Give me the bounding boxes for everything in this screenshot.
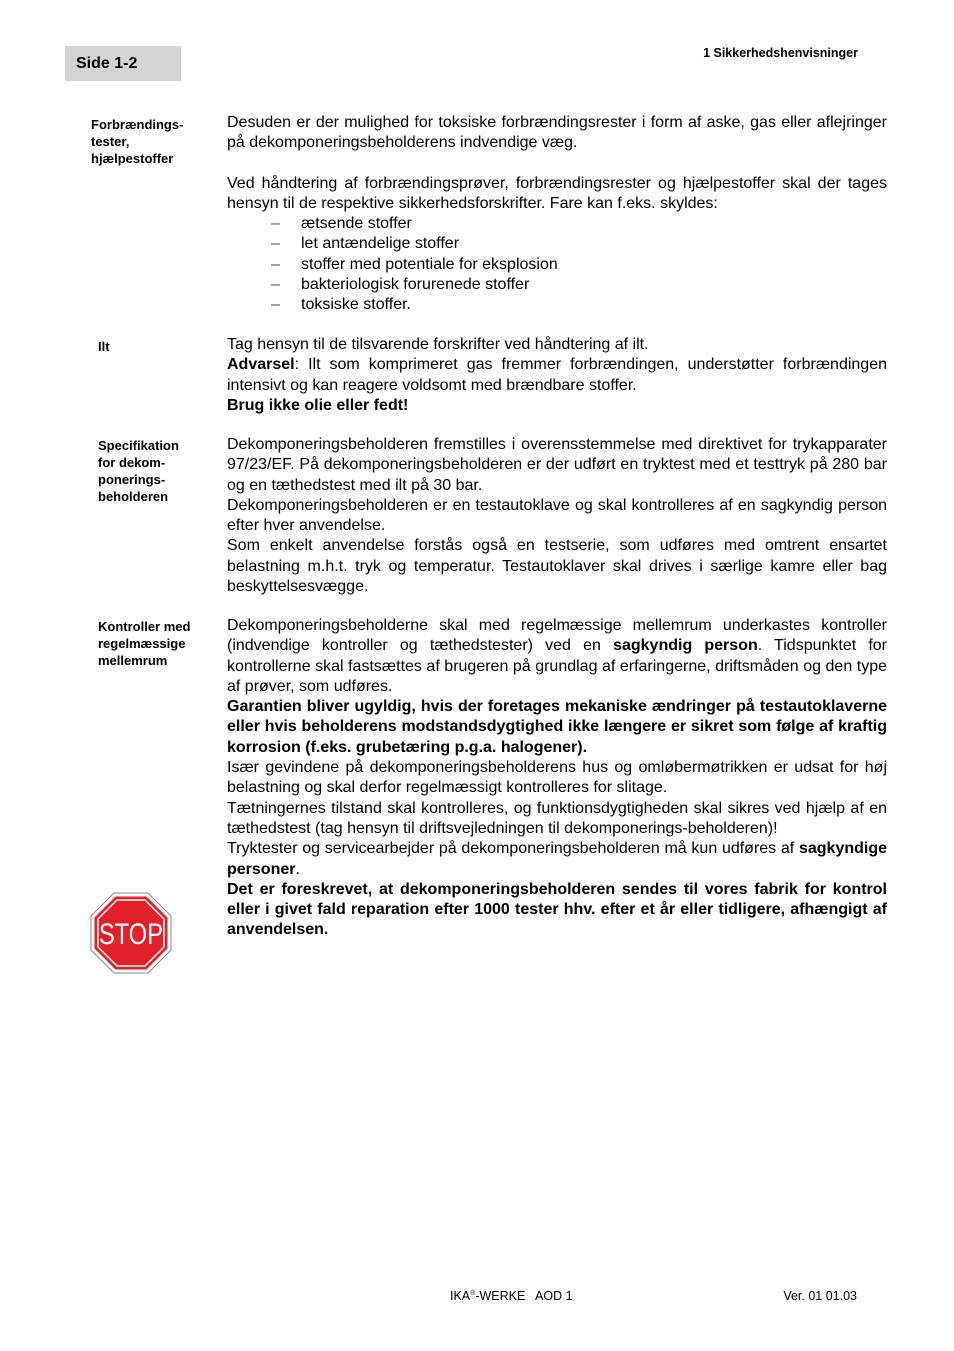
list-item: – let antændelige stoffer (271, 234, 887, 254)
dash-icon: – (271, 235, 280, 253)
paragraph: Dekomponeringsbeholderen er en testautoklave og skal kontrolleres af en sagkyndig person efter hver anvendelse. (227, 496, 887, 535)
dash-icon: – (271, 255, 280, 273)
stop-text: STOP (99, 918, 163, 951)
dash-icon: – (271, 296, 280, 314)
list-item: – toksiske stoffer. (271, 295, 887, 315)
stop-sign-icon (90, 892, 172, 974)
page-label: Side 1-2 (65, 46, 181, 81)
dash-icon: – (271, 215, 280, 233)
section-combustion (227, 113, 887, 316)
paragraph: Som enkelt anvendelse forstås også en testserie, som udføres med omtrent ensartet belastning m.h.t. tryk og temperatur. Testautoklaver skal drives i særlige kamre eller bag beskyttelsesvægge. (227, 537, 887, 596)
side-label-oxygen: Ilt (98, 339, 110, 354)
factory-check-notice: Det er foreskrevet, at dekomponeringsbeholderen sendes til vores fabrik for kontrol eller i givet fald reparation efter 1000 tester hhv. efter et år eller tidligere, afhængigt af anvendelsen. (227, 880, 887, 939)
paragraph: Tætningernes tilstand skal kontrolleres, og funktionsdygtigheden skal sikres ved hjælp af en tæthedstest (tag hensyn til driftsvejledningen til dekomponerings-beholderen)! (227, 799, 887, 837)
paragraph: Desuden er der mulighed for toksiske forbrændingsrester i form af aske, gas eller aflejringer på dekomponeringsbeholderens indvendige væg. (227, 114, 887, 152)
section-specification (227, 435, 887, 597)
paragraph: Dekomponeringsbeholderne skal med regelmæssige mellemrum underkastes kontroller (indvendige kontroller og tæthedstester) ved en sagkyndig person. Tidspunktet for kontrollerne skal fastsættes af brugeren på grundlag af erfaringerne, driftsmåden og den type af prøver, som udføres. (227, 617, 888, 695)
paragraph: Tag hensyn til de tilsvarende forskrifter ved håndtering af ilt. (227, 336, 649, 353)
paragraph: Ved håndtering af forbrændingsprøver, forbrændingsrester og hjælpestoffer skal der tages hensyn til de respektive sikkerhedsforskrifter. Fare kan f.eks. skyldes: (227, 174, 887, 212)
side-label-checks: Kontroller med regelmæssige mellemrum (98, 619, 191, 668)
section-oxygen (227, 335, 887, 416)
side-label-combustion: Forbrændings- tester, hjælpestoffer (91, 117, 184, 166)
guarantee-warning: Garantien bliver ugyldig, hvis der foretages mekaniske ændringer på testautoklaverne eller hvis beholderens modstandsdygtighed ikke længere er sikret som følge af kraftig korrosion (f.eks. grubetæring p.g.a. halogener). (227, 698, 887, 756)
list-item: – bakteriologisk forurenede stoffer (271, 275, 887, 295)
list-item: – ætsende stoffer (271, 214, 887, 234)
footer-brand: IKA®-WERKE AOD 1 (450, 1289, 573, 1303)
warning-paragraph: Advarsel: Ilt som komprimeret gas fremmer forbrændingen, understøtter forbrændingen intensivt og kan reagere voldsomt med brændbare stoffer. (227, 356, 887, 394)
paragraph: Tryktester og servicearbejder på dekomponeringsbeholderen må kun udføres af sagkyndige personer. (227, 840, 887, 878)
dash-icon: – (271, 276, 280, 294)
paragraph: Dekomponeringsbeholderen fremstilles i overensstemmelse med direktivet for trykapparater 97/23/EF. På dekomponeringsbeholderen er der udført en tryktest med et testtryk på 280 bar og en tæthedstest med ilt på 30 bar. (227, 436, 887, 494)
footer-version: Ver. 01 01.03 (783, 1289, 857, 1303)
side-label-specification: Specifikation for dekom- ponerings- beholderen (98, 438, 179, 504)
paragraph: Især gevindene på dekomponeringsbeholderens hus og omløbermøtrikken er udsat for høj belastning og skal derfor regelmæssigt kontrolleres for slitage. (227, 759, 887, 797)
chapter-title: 1 Sikkerhedshenvisninger (703, 46, 858, 60)
no-oil-warning: Brug ikke olie eller fedt! (227, 396, 409, 414)
section-checks (227, 616, 887, 941)
hazard-list (227, 214, 887, 315)
list-item: – stoffer med potentiale for eksplosion (271, 255, 887, 275)
